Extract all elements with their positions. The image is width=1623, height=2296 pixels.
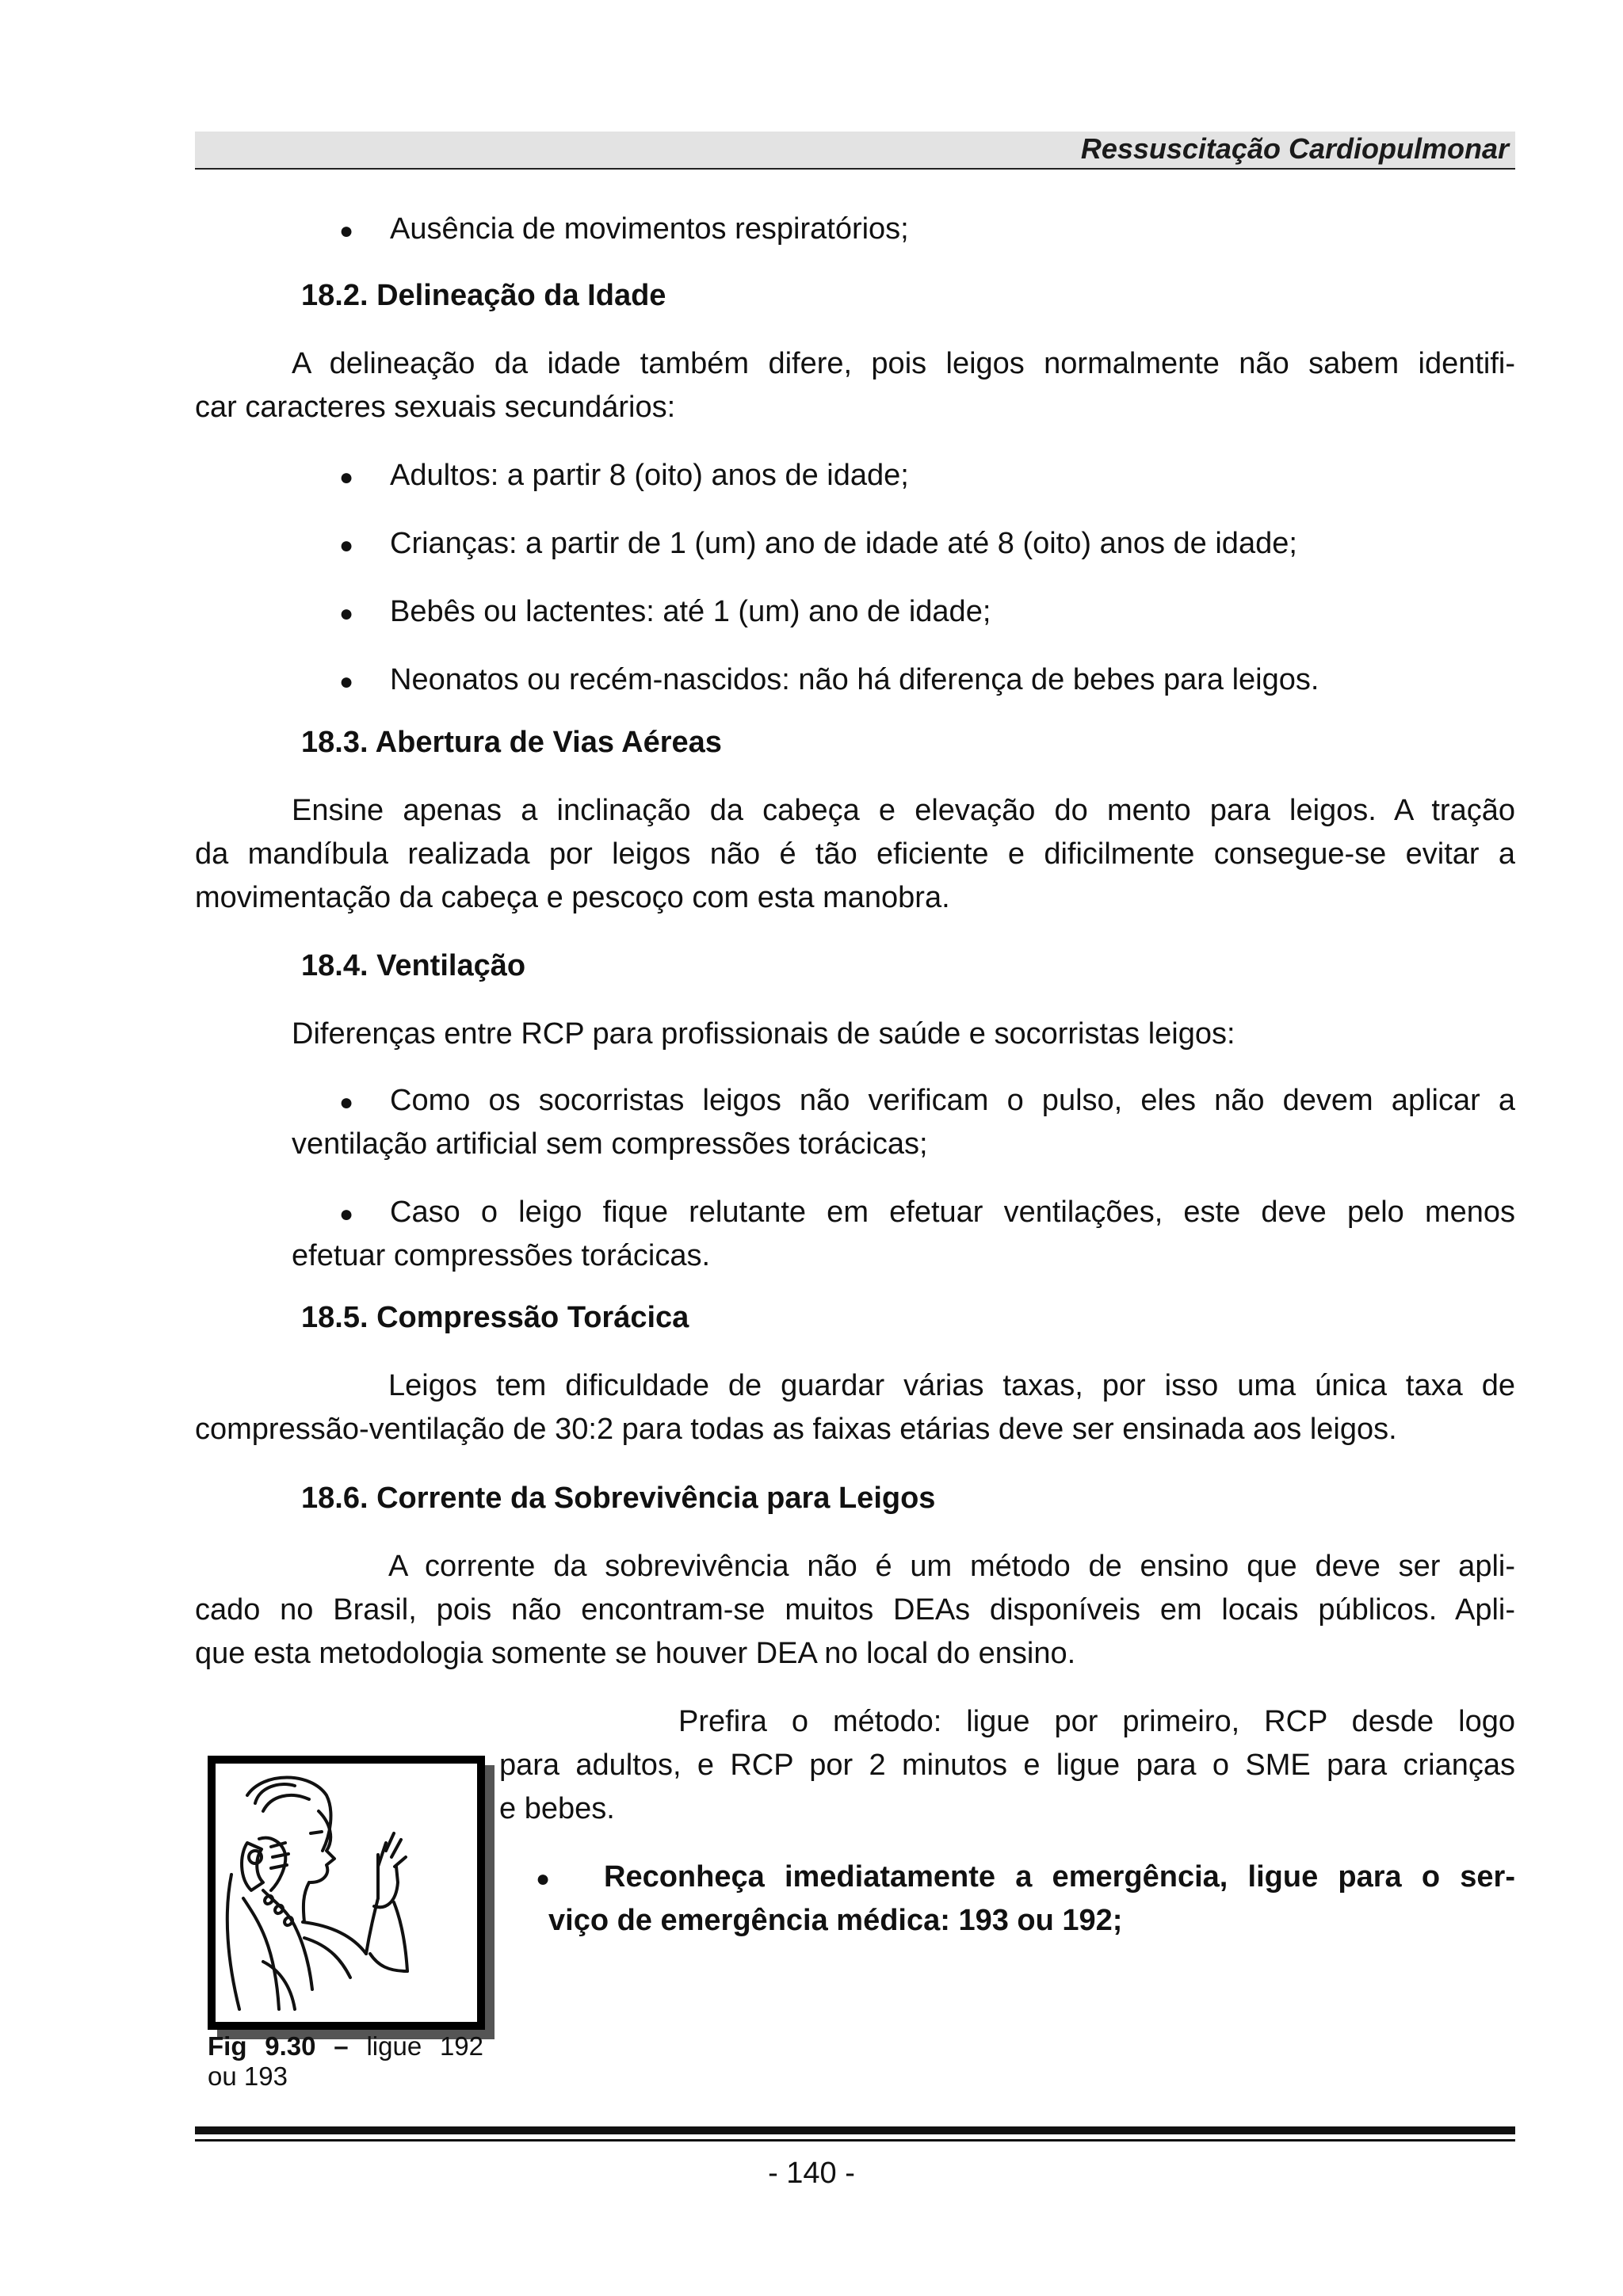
bullet-dot: ● [339,532,354,559]
bullet-text: Adultos: a partir 8 (oito) anos de idade; [390,459,909,492]
paragraph-line: e bebes. [499,1792,615,1825]
paragraph-line: A delineação da idade também difere, pois leigos normalmente não sabem identifi- [292,347,1515,380]
bullet-dot: ● [339,1089,354,1116]
bullet-text: Ausência de movimentos respiratórios; [390,212,909,246]
paragraph-line: para adultos, e RCP por 2 minutos e ligue para o SME para crianças [499,1749,1515,1782]
bullet-text: Crianças: a partir de 1 (um) ano de idade até 8 (oito) anos de idade; [390,527,1297,560]
section-heading-18-3: 18.3. Abertura de Vias Aéreas [301,726,722,759]
section-heading-18-2: 18.2. Delineação da Idade [301,279,666,312]
paragraph-line: Leigos tem dificuldade de guardar várias taxas, por isso uma única taxa de [388,1369,1515,1402]
paragraph-line: A corrente da sobrevivência não é um método de ensino que deve ser apli- [388,1550,1515,1583]
figure-caption-line-2: ou 193 [208,2061,288,2091]
paragraph-line: da mandíbula realizada por leigos não é tão eficiente e dificilmente consegue-se evitar a [195,837,1515,871]
paragraph-line: que esta metodologia somente se houver DEA no local do ensino. [195,1637,1076,1670]
paragraph-line: Ensine apenas a inclinação da cabeça e elevação do mento para leigos. A tração [292,794,1515,827]
paragraph-line: car caracteres sexuais secundários: [195,391,676,424]
bold-bullet-text: Reconheça imediatamente a emergência, ligue para o ser- [604,1860,1515,1894]
bullet-dot: ● [339,218,354,244]
bullet-text: Caso o leigo fique relutante em efetuar ventilações, este deve pelo menos [390,1196,1515,1229]
footer-rule-thick [195,2126,1515,2134]
paragraph-line: compressão-ventilação de 30:2 para todas as faixas etárias deve ser ensinada aos leigos. [195,1413,1397,1446]
bullet-text: Bebês ou lactentes: até 1 (um) ano de idade; [390,595,991,628]
figure-caption [208,2031,483,2061]
paragraph-line: cado no Brasil, pois não encontram-se muitos DEAs disponíveis em locais públicos. Apli- [195,1593,1515,1627]
figure-phone-call [208,1756,485,2030]
bullet-dot: ● [339,1201,354,1227]
figure-caption-text: ligue 192 [366,2031,484,2061]
bullet-dot: ● [339,464,354,490]
bullet-text: Como os socorristas leigos não verificam o pulso, eles não devem aplicar a [390,1084,1515,1117]
header-title: Ressuscitação Cardiopulmonar [1080,132,1509,165]
section-heading-18-4: 18.4. Ventilação [301,949,526,982]
bullet-dot: ● [339,601,354,627]
paragraph-line: Diferenças entre RCP para profissionais de saúde e socorristas leigos: [292,1017,1235,1051]
footer-rule-thin [195,2139,1515,2142]
bullet-dot: ● [339,669,354,695]
person-on-phone-illustration [216,1764,477,2022]
bullet-dot: ● [536,1866,551,1892]
bullet-text: Neonatos ou recém-nascidos: não há diferença de bebes para leigos. [390,663,1319,696]
running-header [195,132,1515,170]
section-heading-18-5: 18.5. Compressão Torácica [301,1301,689,1334]
paragraph-line: Prefira o método: ligue por primeiro, RCP desde logo [678,1705,1515,1738]
section-heading-18-6: 18.6. Corrente da Sobrevivência para Leigos [301,1482,936,1515]
paragraph-line: movimentação da cabeça e pescoço com esta manobra. [195,881,950,914]
figure-caption-label: Fig 9.30 [208,2031,316,2061]
bullet-text: ventilação artificial sem compressões torácicas; [292,1127,928,1161]
bullet-text: efetuar compressões torácicas. [292,1239,711,1272]
page-number: - 140 - [768,2157,855,2190]
bold-bullet-text: viço de emergência médica: 193 ou 192; [548,1904,1123,1937]
figure-caption-dash: – [334,2031,349,2061]
